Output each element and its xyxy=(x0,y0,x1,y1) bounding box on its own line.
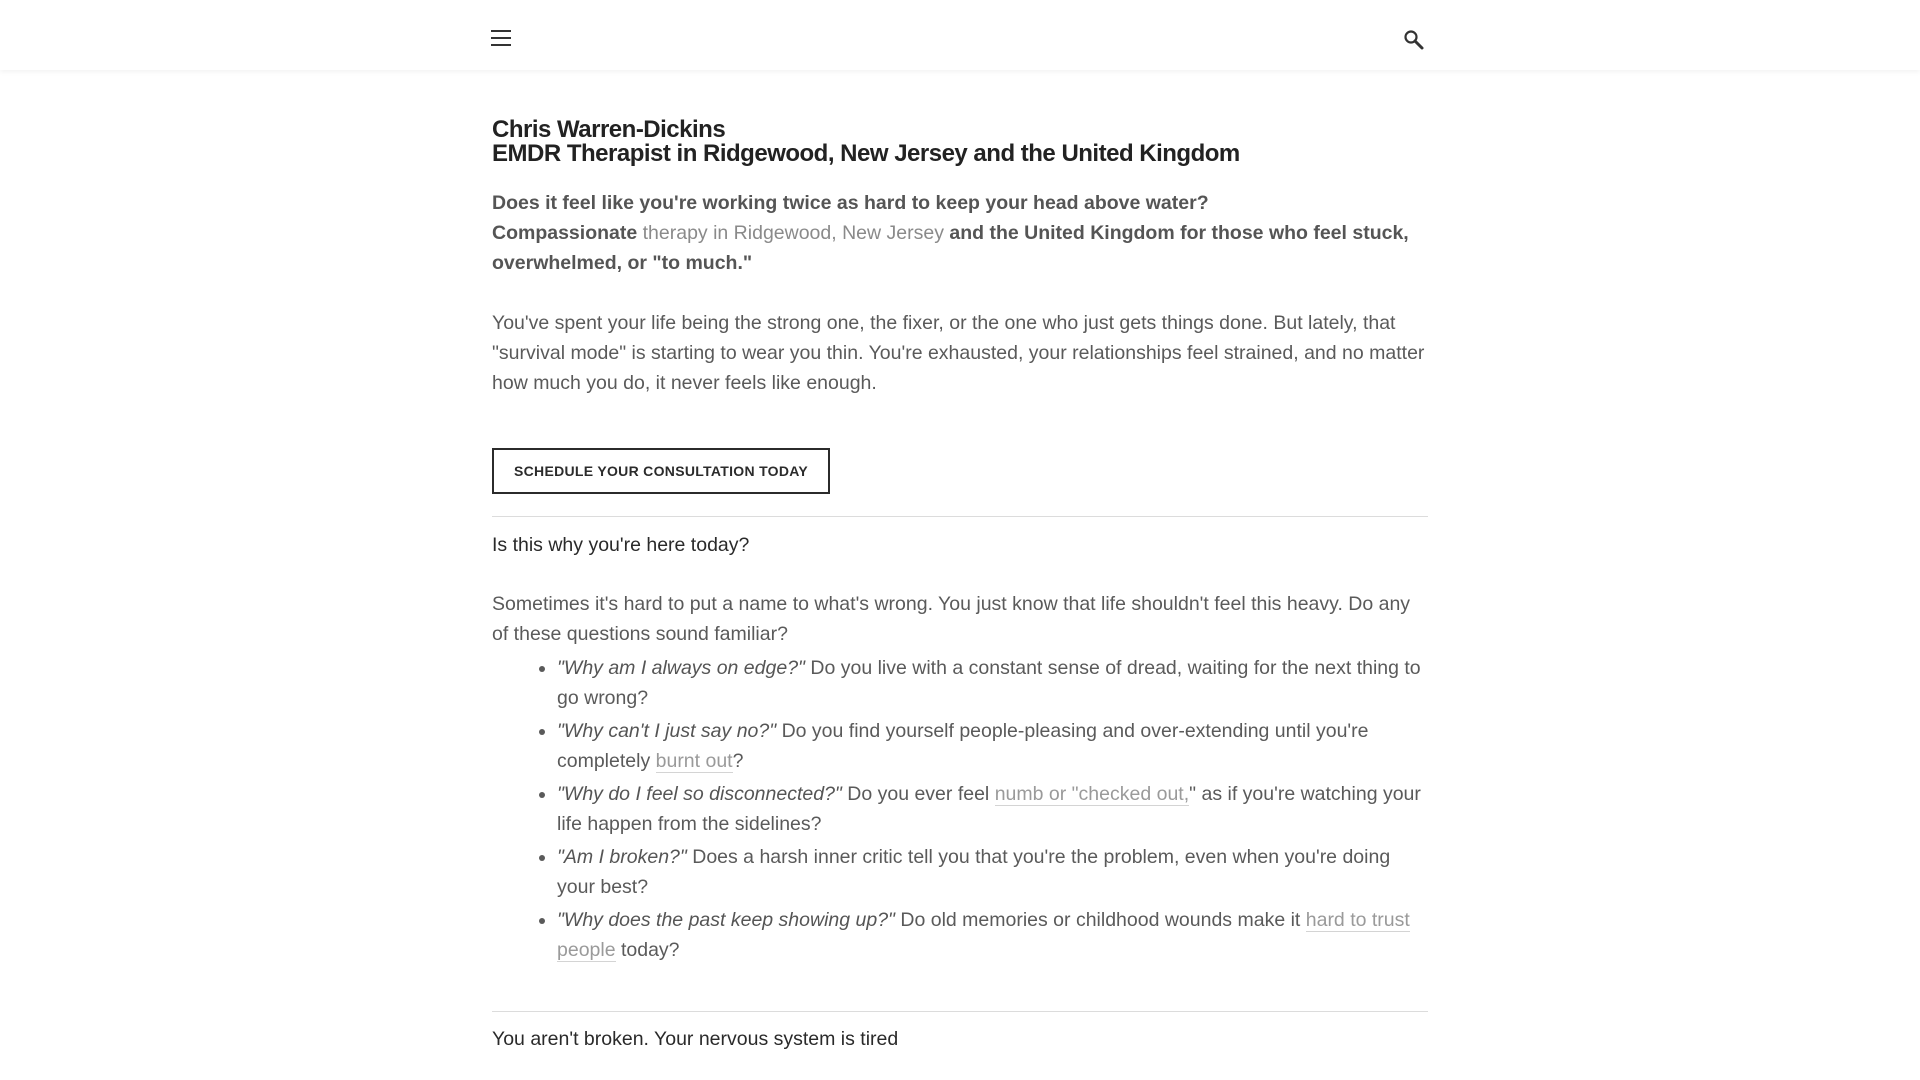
question-italic: "Why can't I just say no?" xyxy=(557,720,777,742)
burnt-out-link[interactable]: burnt out xyxy=(655,750,733,772)
question-italic: "Why does the past keep showing up?" xyxy=(557,909,895,931)
lead-text xyxy=(492,188,1428,278)
list-item xyxy=(557,716,1428,776)
search-icon[interactable] xyxy=(1403,29,1427,53)
question-italic: "Am I broken?" xyxy=(557,846,687,868)
question-text: Do you find yourself people-pleasing and over-extending until you're completely xyxy=(557,720,1369,772)
list-item xyxy=(557,905,1428,965)
question-text: Do you live with a constant sense of dread, waiting for the next thing to go wrong? xyxy=(557,657,1421,709)
lead-prefix: Compassionate xyxy=(492,222,643,244)
therapy-ridgewood-link[interactable]: therapy in Ridgewood, New Jersey xyxy=(642,222,944,244)
lead-question: Does it feel like you're working twice as hard to keep your head above water? xyxy=(492,192,1209,214)
section-divider xyxy=(492,1011,1428,1012)
schedule-consultation-button[interactable]: SCHEDULE YOUR CONSULTATION TODAY xyxy=(492,448,830,494)
top-navigation-bar xyxy=(0,0,1920,70)
question-text: Does a harsh inner critic tell you that you're the problem, even when you're doing your best? xyxy=(557,846,1391,898)
therapist-subtitle: EMDR Therapist in Ridgewood, New Jersey and the United Kingdom xyxy=(492,140,1240,167)
main-content xyxy=(492,118,1428,1053)
question-text-end: " as if you're watching your life happen from the sidelines? xyxy=(557,783,1421,835)
section-title-not-broken: You aren't broken. Your nervous system is tired xyxy=(492,1028,899,1050)
lead-suffix: and the United Kingdom for those who feel stuck, overwhelmed, or "to much." xyxy=(492,222,1409,274)
list-item xyxy=(557,842,1428,902)
question-text-end: today? xyxy=(615,939,680,961)
hamburger-menu-icon[interactable] xyxy=(491,30,513,48)
question-text: Do you ever feel xyxy=(841,783,995,805)
question-text: Do old memories or childhood wounds make it xyxy=(894,909,1306,931)
numb-checked-out-link[interactable]: numb or "checked out, xyxy=(994,783,1190,805)
section-divider xyxy=(492,516,1428,517)
intro-paragraph: You've spent your life being the strong one, the fixer, or the one who just gets things done. But lately, that "survival mode" is starting to wear you thin. You're exhausted, your relationships feel strained, and no matter how much you do, it never feels like enough. xyxy=(492,312,1425,394)
list-item xyxy=(557,653,1428,713)
section-intro: Sometimes it's hard to put a name to what's wrong. You just know that life shouldn't feel this heavy. Do any of these questions sound familiar? xyxy=(492,593,1411,645)
page-heading xyxy=(492,118,1428,166)
section-title-why-here: Is this why you're here today? xyxy=(492,534,750,556)
question-italic: "Why am I always on edge?" xyxy=(557,657,805,679)
question-text-end: ? xyxy=(732,750,744,772)
therapist-name: Chris Warren-Dickins xyxy=(492,116,726,143)
question-list xyxy=(492,653,1428,965)
hard-to-trust-link[interactable]: hard to trust people xyxy=(557,909,1410,961)
list-item xyxy=(557,779,1428,839)
question-italic: "Why do I feel so disconnected?" xyxy=(557,783,842,805)
